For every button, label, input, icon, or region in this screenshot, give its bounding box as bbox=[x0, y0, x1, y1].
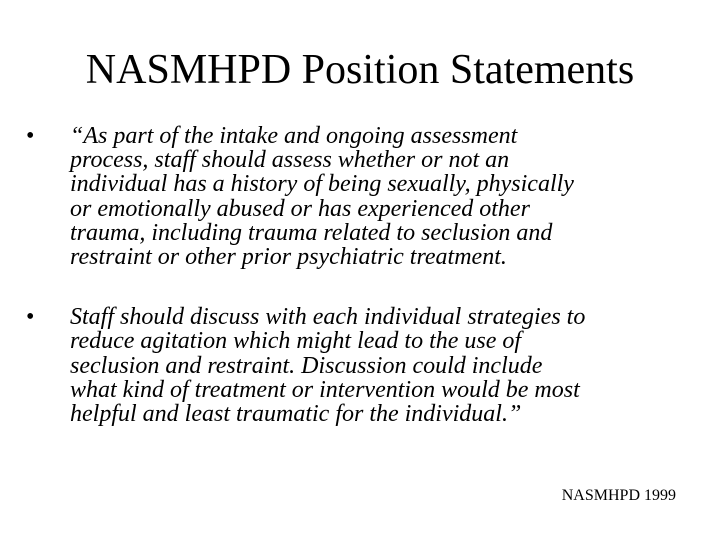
slide-title: NASMHPD Position Statements bbox=[85, 47, 635, 93]
bullet-line: trauma, including trauma related to seclusion and bbox=[70, 219, 553, 246]
bullet-line: process, staff should assess whether or not an bbox=[70, 147, 510, 174]
bullet-line: or emotionally abused or has experienced other bbox=[70, 195, 530, 222]
bullet-line: restraint or other prior psychiatric treatment. bbox=[70, 244, 507, 271]
bullet-line: individual has a history of being sexually, physically bbox=[70, 171, 574, 198]
bullet-line: “As part of the intake and ongoing assessment bbox=[70, 123, 518, 149]
bullet-line: seclusion and restraint. Discussion could include bbox=[70, 352, 543, 379]
bullet-line: helpful and least traumatic for the individual.” bbox=[70, 401, 522, 428]
bullet-item-intake-assessment bbox=[26, 124, 706, 269]
source-citation: NASMHPD 1999 bbox=[561, 487, 676, 504]
bullet-line: Staff should discuss with each individual strategies to bbox=[70, 304, 586, 331]
bullet-line: reduce agitation which might lead to the use of bbox=[70, 328, 522, 355]
bullet-marker: • bbox=[26, 304, 35, 331]
bullet-marker: • bbox=[26, 123, 35, 149]
bullet-item-staff-discussion bbox=[26, 305, 706, 426]
bullet-list bbox=[26, 124, 706, 426]
bullet-line: what kind of treatment or intervention would be most bbox=[70, 376, 580, 403]
